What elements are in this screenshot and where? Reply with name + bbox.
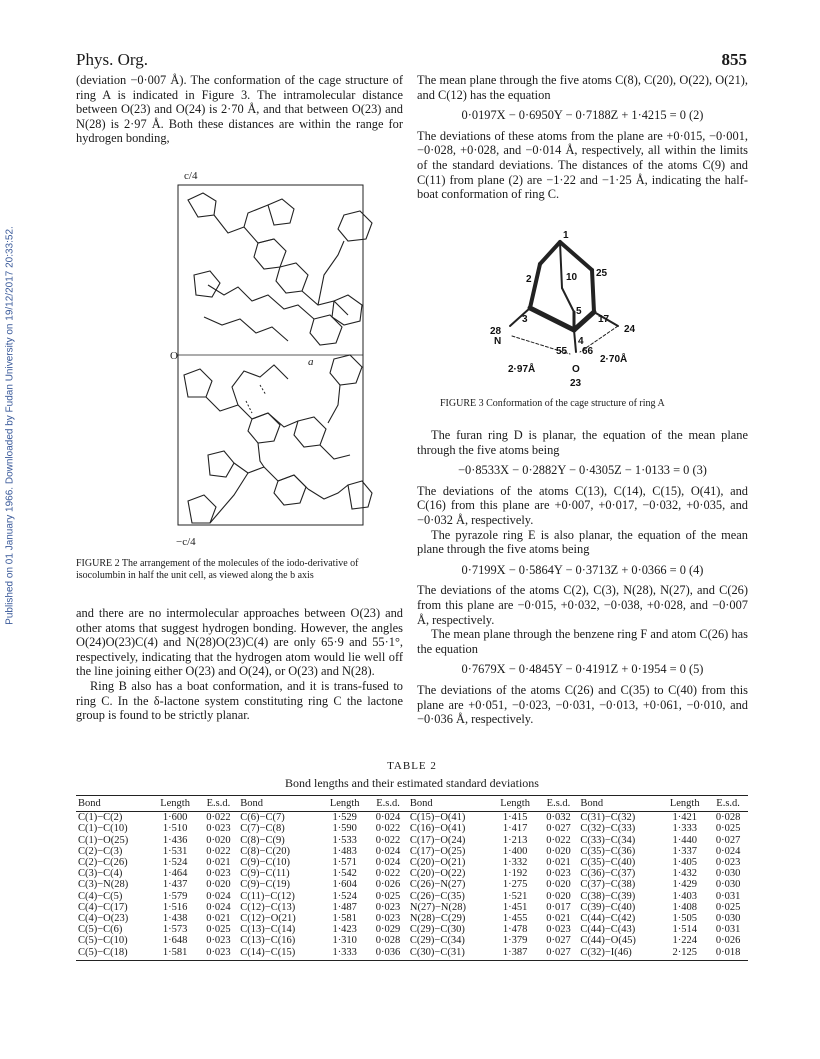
esd-cell: 0·021: [546, 857, 571, 869]
bond-cell: C(31)−C(32): [580, 812, 636, 824]
table-row: [76, 913, 748, 924]
esd-cell: 0·024: [715, 845, 741, 857]
length-cell: 1·333: [321, 947, 368, 961]
bond-cell: C(20)−O(21): [409, 857, 466, 869]
equation-5: 0·7679X − 0·4845Y − 0·4191Z + 0·1954 = 0 (5): [461, 662, 704, 677]
bond-cell: C(33)−C(34): [580, 834, 636, 846]
esd-cell: 0·024: [206, 901, 231, 913]
esd-cell: 0·020: [206, 879, 231, 891]
bond-length-table: [76, 795, 748, 961]
esd-cell: 0·021: [546, 913, 571, 925]
length-cell: 1·464: [162, 868, 188, 880]
esd-cell: 0·031: [715, 924, 741, 936]
page-number: 855: [721, 50, 747, 69]
angle-66-label: 66: [582, 346, 594, 357]
bond-cell: C(35)−C(40): [580, 857, 636, 869]
esd-cell: 0·020: [546, 879, 571, 891]
esd-cell: 0·030: [715, 879, 741, 891]
bond-cell: C(4)−O(23): [78, 913, 129, 925]
esd-cell: 0·023: [375, 913, 401, 925]
column-header: Bond: [578, 796, 661, 812]
esd-cell: 0·026: [715, 935, 741, 947]
length-cell: 1·483: [332, 845, 357, 857]
paragraph: Ring B also has a boat conformation, and it is trans-fused to ring C. In the δ-lactone system constituting ring C the lactone group is found to be strictly planar.: [76, 678, 403, 723]
bond-cell: C(13)−C(14): [240, 924, 296, 936]
esd-cell: 0·025: [715, 823, 741, 835]
table-row: [76, 835, 748, 846]
esd-cell: 0·024: [206, 890, 231, 902]
length-cell: 1·505: [672, 913, 697, 925]
paragraph: The deviations of the atoms C(13), C(14), C(15), O(41), and C(16) from this plane are +0·007, +0·017, −0·032, +0·035, and −0·032 Å, respectively.: [417, 483, 748, 527]
esd-cell: 0·020: [546, 890, 571, 902]
figure-3-cage-structure: [478, 230, 678, 400]
esd-cell: 0·022: [546, 834, 571, 846]
bond-cell: C(36)−C(37): [580, 868, 636, 880]
bond-cell: C(32)−C(33): [580, 823, 636, 835]
column-header: E.s.d.: [708, 796, 748, 812]
atom-28-label: 28: [490, 326, 502, 337]
table-header-row: [76, 796, 748, 812]
angle-55-label: 55: [556, 346, 568, 357]
table-row: [76, 823, 748, 834]
bond-cell: C(30)−C(31): [408, 947, 492, 961]
origin-label: O: [170, 350, 178, 362]
a-axis-label: a: [308, 356, 314, 368]
bond-cell: C(1)−C(10): [78, 823, 128, 835]
length-cell: 1·417: [502, 823, 528, 835]
bond-cell: C(15)−O(41): [409, 812, 466, 824]
esd-cell: 0·023: [199, 947, 239, 961]
table-row: [76, 868, 748, 879]
bond-cell: C(5)−C(6): [78, 924, 123, 936]
bond-cell: C(44)−O(45): [580, 935, 636, 947]
bond-cell: N(27)−N(28): [409, 901, 466, 913]
table-2: [76, 760, 748, 961]
length-cell: 1·436: [162, 834, 188, 846]
bond-cell: C(32)−I(46): [578, 947, 661, 961]
bond-cell: C(17)−O(25): [409, 845, 466, 857]
bond-cell: C(7)−C(8): [240, 823, 285, 835]
table-row: [76, 924, 748, 935]
bond-cell: C(17)−O(24): [409, 834, 466, 846]
column-header: E.s.d.: [539, 796, 579, 812]
length-cell: 1·437: [162, 879, 188, 891]
esd-cell: 0·020: [546, 845, 571, 857]
atom-n-label: N: [494, 336, 502, 347]
bond-cell: C(5)−C(18): [76, 947, 152, 961]
bond-cell: C(9)−C(11): [240, 868, 290, 880]
bond-cell: C(3)−C(4): [78, 868, 123, 880]
atom-3-label: 3: [522, 314, 528, 325]
length-cell: 1·451: [502, 901, 528, 913]
atom-25-label: 25: [596, 268, 608, 279]
length-cell: 1·510: [162, 823, 188, 835]
figure-2-caption: FIGURE 2 The arrangement of the molecules of the iodo-derivative of isocolumbin in half the unit cell, as viewed along the b axis: [76, 558, 359, 581]
bond-cell: C(1)−O(25): [78, 834, 129, 846]
length-cell: 1·455: [502, 913, 528, 925]
bond-cell: C(44)−C(43): [580, 924, 636, 936]
length-cell: 1·400: [502, 845, 528, 857]
bond-cell: C(8)−C(9): [240, 834, 285, 846]
esd-cell: 0·028: [715, 812, 741, 824]
esd-cell: 0·022: [375, 823, 401, 835]
atom-4-label: 4: [578, 336, 584, 347]
esd-cell: 0·023: [715, 857, 741, 869]
figure-3-caption: FIGURE 3 Conformation of the cage structure of ring A: [440, 398, 665, 409]
length-cell: 1·332: [502, 857, 528, 869]
equation-2: 0·0197X − 0·6950Y − 0·7188Z + 1·4215 = 0 (2): [461, 108, 704, 123]
esd-cell: 0·030: [715, 868, 741, 880]
length-cell: 1·524: [332, 890, 357, 902]
equation-3: −0·8533X − 0·2882Y − 0·4305Z − 1·0133 = 0 (3): [458, 463, 707, 478]
paragraph: The mean plane through the five atoms C(8), C(20), O(22), O(21), and C(12) has the equation: [417, 73, 748, 102]
bond-cell: C(39)−C(40): [580, 901, 636, 913]
atom-5-label: 5: [576, 306, 582, 317]
left-column-top: [76, 73, 403, 146]
length-cell: 1·421: [672, 812, 697, 824]
esd-cell: 0·021: [206, 857, 231, 869]
length-cell: 1·524: [162, 857, 188, 869]
bond-cell: C(4)−C(17): [78, 901, 128, 913]
esd-cell: 0·022: [206, 812, 231, 824]
column-header: Bond: [238, 796, 321, 812]
esd-cell: 0·027: [539, 947, 579, 961]
length-cell: 1·531: [162, 845, 188, 857]
table-row: [76, 947, 748, 961]
length-cell: 1·405: [672, 857, 697, 869]
column-header: Length: [152, 796, 199, 812]
esd-cell: 0·036: [368, 947, 408, 961]
column-header: E.s.d.: [199, 796, 239, 812]
esd-cell: 0·027: [546, 935, 571, 947]
paragraph: The mean plane through the benzene ring F and atom C(26) has the equation: [417, 627, 748, 656]
bond-cell: N(28)−C(29): [409, 913, 466, 925]
molecule-lower: [184, 355, 372, 523]
table-title: TABLE 2: [387, 760, 437, 772]
atom-1-label: 1: [563, 230, 569, 241]
paragraph: The furan ring D is planar, the equation of the mean plane through the five atoms being: [417, 428, 748, 457]
esd-cell: 0·028: [375, 935, 401, 947]
atom-2-label: 2: [526, 274, 532, 285]
esd-cell: 0·025: [375, 890, 401, 902]
bond-cell: C(11)−C(12): [240, 890, 295, 902]
minus-c-quarter-label: −c/4: [176, 536, 196, 548]
esd-cell: 0·032: [546, 812, 571, 824]
column-header: Bond: [408, 796, 492, 812]
atom-17-label: 17: [598, 314, 610, 325]
length-cell: 1·408: [672, 901, 697, 913]
bond-cell: C(44)−C(42): [580, 913, 636, 925]
length-cell: 1·423: [332, 924, 357, 936]
bond-cell: C(4)−C(5): [78, 890, 123, 902]
bond-cell: C(29)−C(34): [409, 935, 465, 947]
esd-cell: 0·021: [206, 913, 231, 925]
length-cell: 1·192: [502, 868, 528, 880]
esd-cell: 0·023: [375, 901, 401, 913]
esd-cell: 0·027: [715, 834, 741, 846]
paragraph: The deviations of these atoms from the plane are +0·015, −0·001, −0·028, +0·028, and −0·014 Å, respectively, all within the limits of the standard deviations. The distances of the atoms C(9) and C(11) from plane (2) are −1·22 and −1·25 Å, indicating the half-boat conformation of ring C.: [417, 128, 748, 202]
table-row: [76, 857, 748, 868]
bond-cell: C(6)−C(7): [240, 812, 285, 824]
bond-cell: C(26)−N(27): [409, 879, 466, 891]
bond-cell: C(16)−O(41): [409, 823, 466, 835]
length-cell: 1·275: [502, 879, 528, 891]
length-cell: 1·429: [672, 879, 697, 891]
length-cell: 1·516: [162, 901, 188, 913]
esd-cell: 0·023: [546, 924, 571, 936]
column-header: E.s.d.: [368, 796, 408, 812]
download-notice: Published on 01 January 1966. Downloaded by Fudan University on 19/12/2017 20:33:52.: [4, 226, 16, 625]
journal-header: Phys. Org.: [76, 50, 148, 69]
atom-24-label: 24: [624, 324, 636, 335]
table-row: [76, 891, 748, 902]
table-row: [76, 902, 748, 913]
bond-cell: C(13)−C(16): [240, 935, 296, 947]
equation-4: 0·7199X − 0·5864Y − 0·3713Z + 0·0366 = 0 (4): [461, 562, 704, 577]
length-cell: 1·478: [502, 924, 528, 936]
figure-2-unit-cell: [148, 155, 423, 550]
bond-cell: C(35)−C(36): [580, 845, 636, 857]
length-cell: 1·648: [162, 935, 188, 947]
bond-cell: C(9)−C(19): [240, 879, 290, 891]
length-cell: 1·333: [672, 823, 697, 835]
column-header: Length: [492, 796, 539, 812]
bond-cell: C(1)−C(2): [78, 812, 123, 824]
bond-cell: C(2)−C(26): [78, 857, 128, 869]
length-cell: 1·529: [332, 812, 357, 824]
bond-cell: C(20)−O(22): [409, 868, 466, 880]
esd-cell: 0·024: [375, 857, 401, 869]
length-cell: 1·310: [332, 935, 357, 947]
esd-cell: 0·025: [206, 924, 231, 936]
length-cell: 1·438: [162, 913, 188, 925]
atom-23-label: 23: [570, 378, 582, 389]
table-row: [76, 846, 748, 857]
left-column-bottom: [76, 606, 403, 723]
esd-cell: 0·029: [375, 924, 401, 936]
bond-cell: C(5)−C(10): [78, 935, 128, 947]
distance-270-label: 2·70Å: [600, 354, 628, 365]
esd-cell: 0·023: [206, 868, 231, 880]
esd-cell: 0·022: [375, 868, 401, 880]
bond-cell: C(14)−C(15): [238, 947, 321, 961]
length-cell: 1·387: [492, 947, 539, 961]
esd-cell: 0·030: [715, 913, 741, 925]
length-cell: 1·432: [672, 868, 697, 880]
table-row: [76, 812, 748, 824]
length-cell: 1·440: [672, 834, 697, 846]
atom-10-label: 10: [566, 272, 578, 283]
esd-cell: 0·017: [546, 901, 571, 913]
paragraph: The deviations of the atoms C(26) and C(35) to C(40) from this plane are +0·051, −0·023, −0·031, −0·013, +0·061, −0·010, and −0·036 Å, respectively.: [417, 682, 748, 727]
molecule-upper: [188, 193, 372, 345]
length-cell: 1·604: [332, 879, 357, 891]
length-cell: 1·590: [332, 823, 357, 835]
length-cell: 1·581: [152, 947, 199, 961]
bond-cell: C(26)−C(35): [409, 890, 465, 902]
esd-cell: 0·027: [546, 823, 571, 835]
distance-297-label: 2·97Å: [508, 364, 536, 375]
length-cell: 1·533: [332, 834, 357, 846]
length-cell: 1·600: [162, 812, 188, 824]
esd-cell: 0·024: [375, 812, 401, 824]
esd-cell: 0·023: [206, 823, 231, 835]
esd-cell: 0·020: [206, 834, 231, 846]
table-subtitle: Bond lengths and their estimated standard deviations: [285, 776, 539, 790]
length-cell: 1·571: [332, 857, 357, 869]
esd-cell: 0·023: [206, 935, 231, 947]
length-cell: 1·487: [332, 901, 357, 913]
column-header: Bond: [76, 796, 152, 812]
table-row: [76, 935, 748, 946]
esd-cell: 0·022: [375, 834, 401, 846]
length-cell: 1·213: [502, 834, 528, 846]
esd-cell: 0·022: [206, 845, 231, 857]
column-header: Length: [661, 796, 708, 812]
paragraph: (deviation −0·007 Å). The conformation of the cage structure of ring A is indicated in Figure 3. The intramolecular distance between O(23) and O(24) is 2·70 Å, and that between O(23) and N(28) is 2·97 Å. Both these distances are within the range for hydrogen bonding,: [76, 73, 403, 146]
esd-cell: 0·023: [546, 868, 571, 880]
right-column-bottom: [417, 428, 748, 727]
length-cell: 2·125: [661, 947, 708, 961]
length-cell: 1·403: [672, 890, 697, 902]
bond-cell: C(9)−C(10): [240, 857, 290, 869]
length-cell: 1·579: [162, 890, 188, 902]
esd-cell: 0·026: [375, 879, 401, 891]
length-cell: 1·415: [502, 812, 528, 824]
length-cell: 1·542: [332, 868, 357, 880]
right-column-top: [417, 73, 748, 202]
bond-cell: C(2)−C(3): [78, 845, 123, 857]
bond-cell: C(38)−C(39): [580, 890, 636, 902]
length-cell: 1·514: [672, 924, 697, 936]
esd-cell: 0·024: [375, 845, 401, 857]
esd-cell: 0·018: [708, 947, 748, 961]
paragraph: The deviations of the atoms C(2), C(3), N(28), N(27), and C(26) from this plane are −0·015, +0·032, −0·038, +0·028, and −0·007 Å, respectively.: [417, 583, 748, 627]
length-cell: 1·337: [672, 845, 697, 857]
bond-cell: C(37)−C(38): [580, 879, 636, 891]
esd-cell: 0·025: [715, 901, 741, 913]
paragraph: and there are no intermolecular approaches between O(23) and other atoms that suggest hydrogen bonding. However, the angles O(24)O(23)C(4) and N(28)O(23)C(4) are only 65·9 and 55·1°, respectively, indicating that the hydrogen atom would lie well off the line joining either O(23) and O(24), or O(23) and N(28).: [76, 606, 403, 679]
length-cell: 1·521: [502, 890, 528, 902]
bond-cell: C(12)−O(21): [240, 913, 296, 925]
esd-cell: 0·031: [715, 890, 741, 902]
atom-o-label: O: [572, 364, 580, 375]
length-cell: 1·581: [332, 913, 357, 925]
bond-cell: C(8)−C(20): [240, 845, 290, 857]
bond-cell: C(3)−N(28): [78, 879, 129, 891]
bond-cell: C(29)−C(30): [409, 924, 465, 936]
column-header: Length: [321, 796, 368, 812]
length-cell: 1·573: [162, 924, 188, 936]
table-row: [76, 879, 748, 890]
c-quarter-label: c/4: [184, 170, 198, 182]
paragraph: The pyrazole ring E is also planar, the equation of the mean plane through the five atoms being: [417, 527, 748, 557]
bond-cell: C(12)−C(13): [240, 901, 296, 913]
length-cell: 1·379: [502, 935, 528, 947]
length-cell: 1·224: [672, 935, 697, 947]
